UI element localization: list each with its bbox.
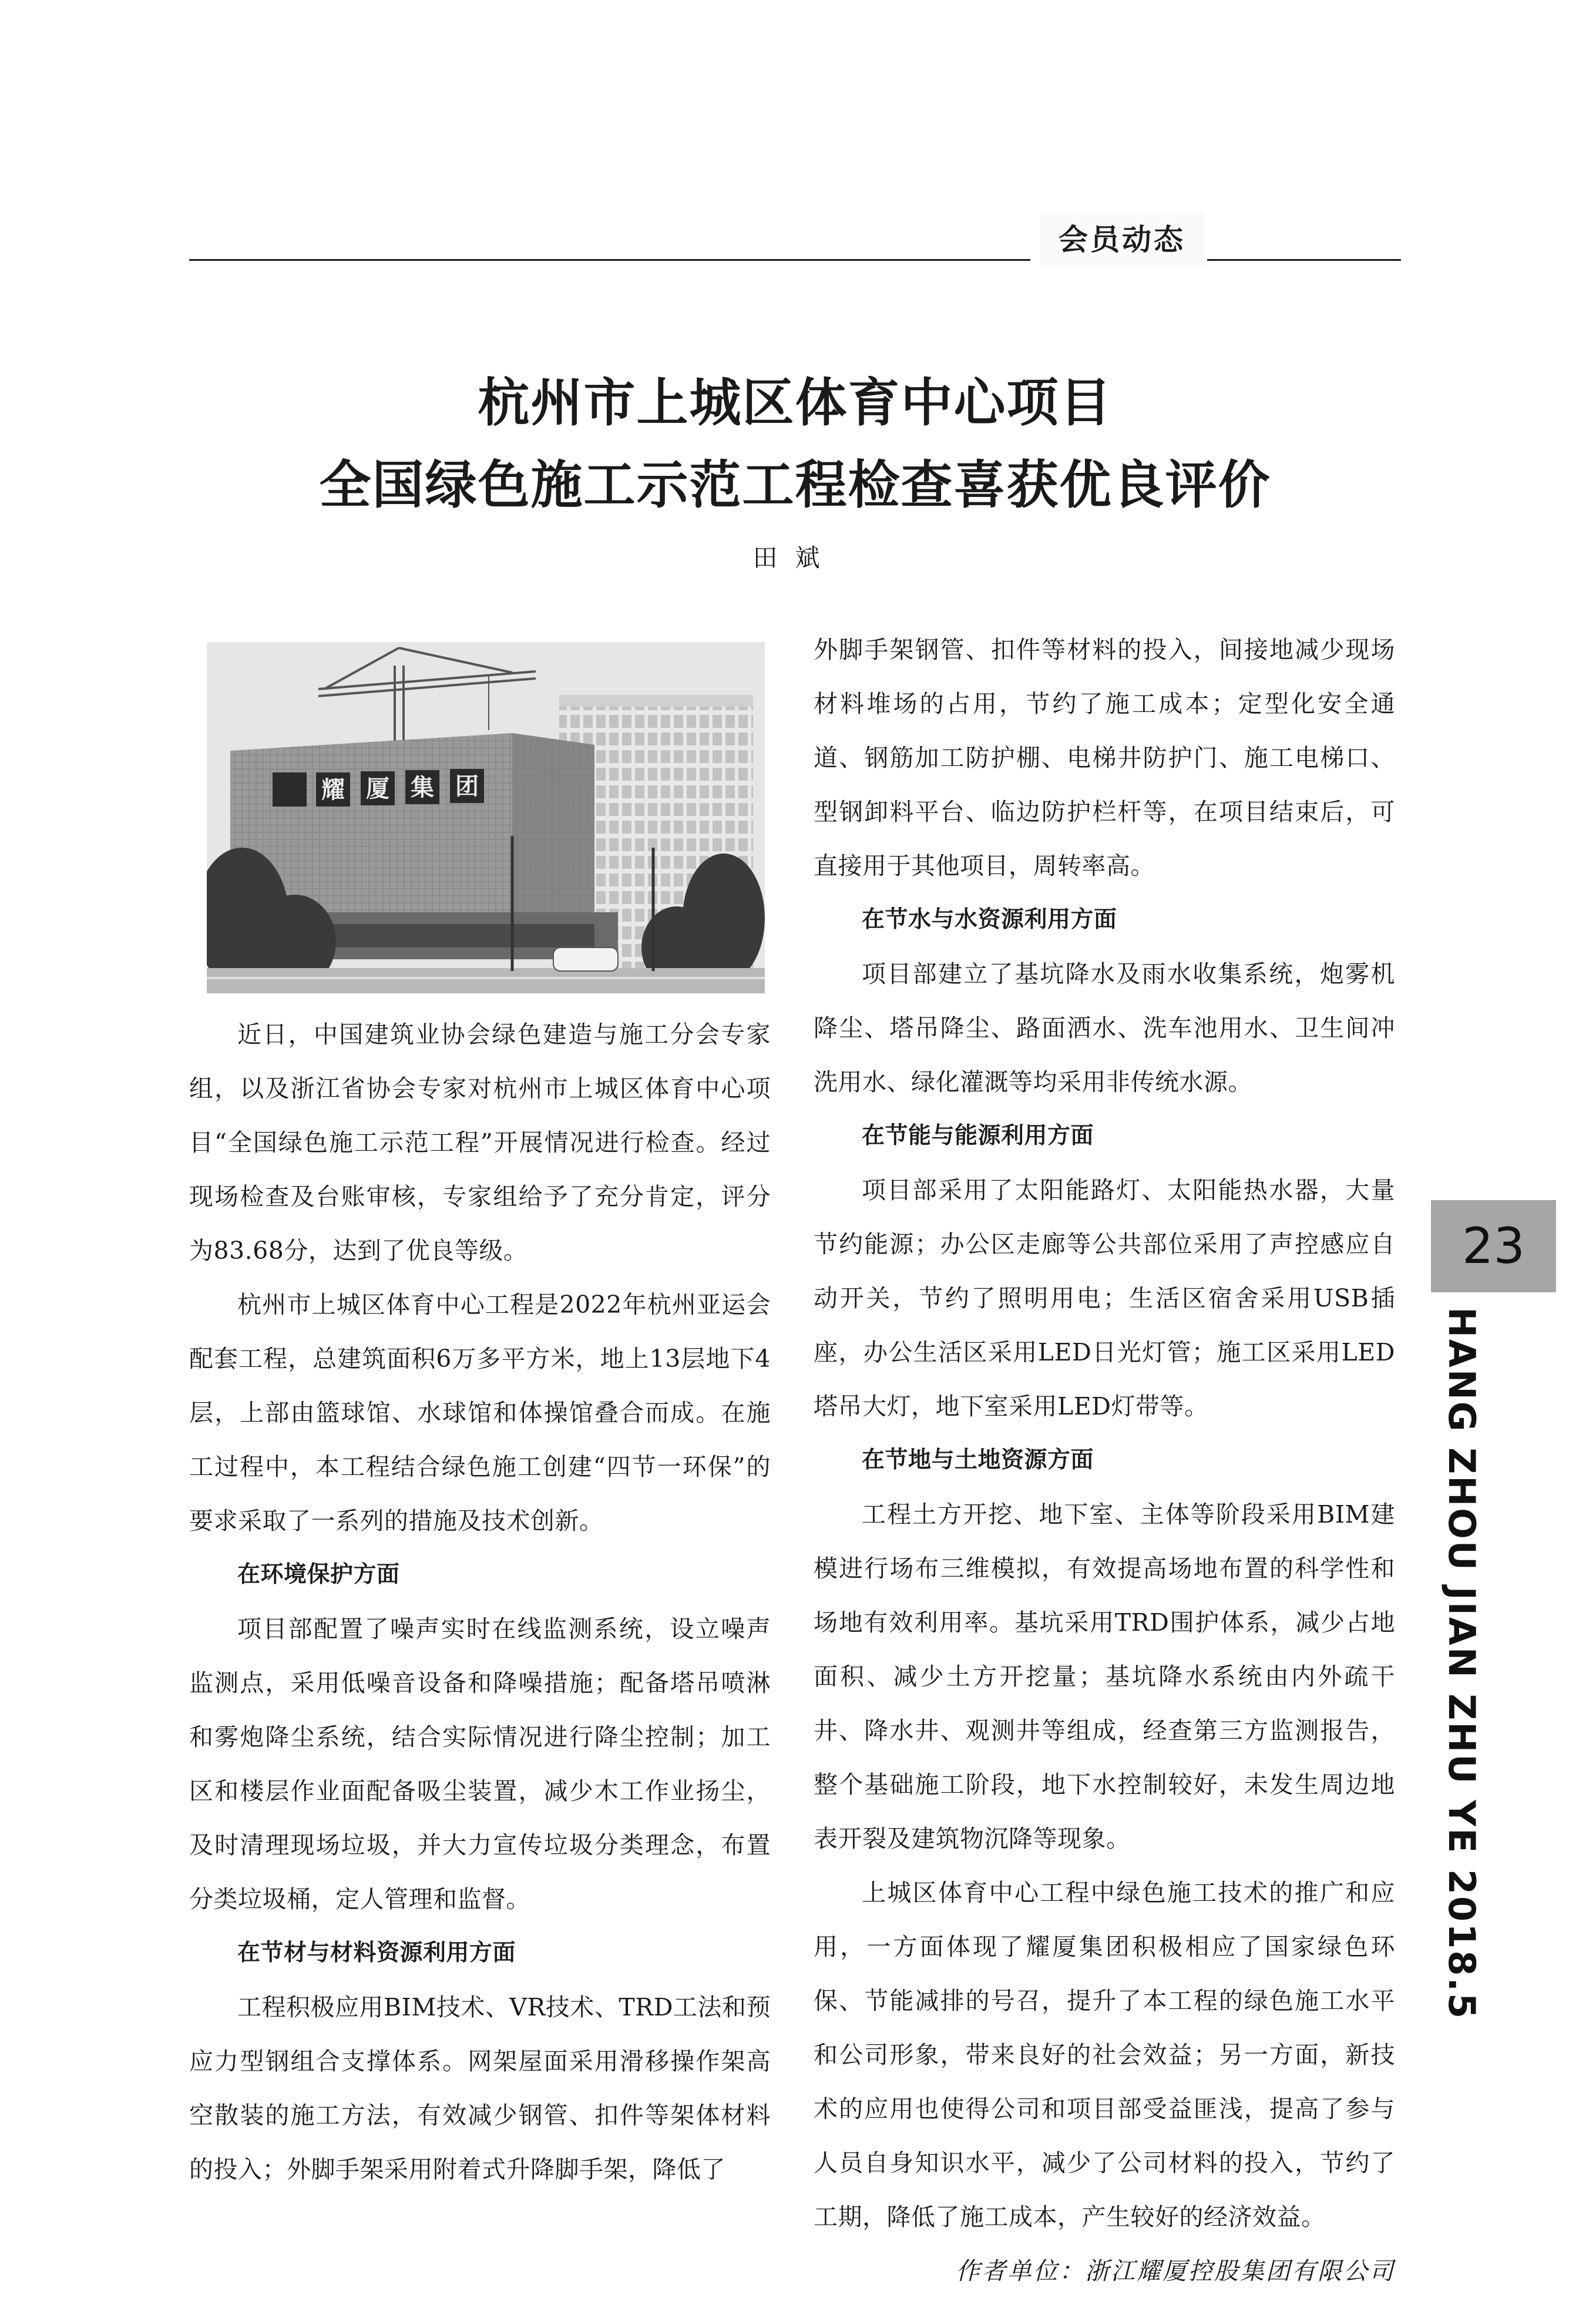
heading-environment: 在环境保护方面 <box>237 1561 400 1588</box>
column-left <box>189 1007 771 2196</box>
svg-text:团: 团 <box>455 773 479 800</box>
article-title-line2: 全国绿色施工示范工程检查喜获优良评价 <box>319 454 1271 515</box>
heading-material: 在节材与材料资源利用方面 <box>237 1940 516 1966</box>
heading-energy: 在节能与能源利用方面 <box>862 1123 1094 1149</box>
intro-paragraph-2: 杭州市上城区体育中心工程是2022年杭州亚运会配套工程，总建筑面积6万多平方米，地上13层地下4层，上部由篮球馆、水球馆和体操馆叠合而成。在施工过程中，本工程结合绿色施工创建“四节一环保”的要求采取了一系列的措施及技术创新。 <box>189 1291 771 1535</box>
intro-paragraph-1: 近日，中国建筑业协会绿色建造与施工分会专家组，以及浙江省协会专家对杭州市上城区体育中心项目“全国绿色施工示范工程”开展情况进行检查。经过现场检查及台账审核，专家组给予了充分肯定，评分为83.68分，达到了优良等级。 <box>189 1020 771 1265</box>
paragraph-material-part2: 外脚手架钢管、扣件等材料的投入，间接地减少现场材料堆场的占用，节约了施工成本；定型化安全通道、钢筋加工防护棚、电梯井防护门、施工电梯口、型钢卸料平台、临边防护栏杆等，在项目结束后，可直接用于其他项目，周转率高。 <box>814 636 1395 880</box>
paragraph-land: 工程土方开挖、地下室、主体等阶段采用BIM建模进行场布三维模拟，有效提高场地布置的科学性和场地有效利用率。基坑采用TRD围护体系，减少占地面积、减少土方开挖量；基坑降水系统由内外疏干井、降水井、观测井等组成，经查第三方监测报告，整个基础施工阶段，地下水控制较好，未发生周边地表开裂及建筑物沉降等现象。 <box>814 1500 1395 1853</box>
paragraph-energy: 项目部采用了太阳能路灯、太阳能热水器，大量节约能源；办公区走廊等公共部位采用了声控感应自动开关，节约了照明用电；生活区宿舍采用USB插座，办公生活区采用LED日光灯管；施工区采用LED塔吊大灯，地下室采用LED灯带等。 <box>814 1176 1395 1420</box>
header-rule-left <box>189 259 1030 261</box>
svg-text:耀: 耀 <box>321 777 345 804</box>
road <box>207 968 765 993</box>
paragraph-material-part1: 工程积极应用BIM技术、VR技术、TRD工法和预应力型钢组合支撑体系。网架屋面采用滑移操作架高空散装的施工方法，有效减少钢管、扣件等架体材料的投入；外脚手架采用附着式升降脚手架，降低了 <box>189 1993 771 2183</box>
journal-vertical-label: HANG ZHOU JIAN ZHU YE 2018.5 <box>1440 1307 1483 2021</box>
article-author: 田斌 <box>752 543 838 572</box>
author-unit: 作者单位：浙江耀厦控股集团有限公司 <box>956 2257 1395 2285</box>
svg-text:厦: 厦 <box>366 775 389 802</box>
building-photo <box>207 642 765 993</box>
paragraph-water: 项目部建立了基坑降水及雨水收集系统，炮雾机降尘、塔吊降尘、路面洒水、洗车池用水、卫生间冲洗用水、绿化灌溉等均采用非传统水源。 <box>814 960 1395 1096</box>
company-sign <box>273 769 484 807</box>
building-photo-illustration <box>207 642 765 993</box>
heading-land: 在节地与土地资源方面 <box>862 1447 1094 1473</box>
section-label: 会员动态 <box>1040 213 1204 267</box>
car <box>553 948 618 971</box>
svg-text:集: 集 <box>411 774 434 801</box>
header-rule-right <box>1207 259 1401 261</box>
heading-water: 在节水与水资源利用方面 <box>862 906 1117 933</box>
article-title-line1: 杭州市上城区体育中心项目 <box>478 372 1113 433</box>
column-right <box>814 623 1395 2298</box>
paragraph-conclusion: 上城区体育中心工程中绿色施工技术的推广和应用，一方面体现了耀厦集团积极相应了国家绿色环保、节能减排的号召，提升了本工程的绿色施工水平和公司形象，带来良好的社会效益；另一方面，新技术的应用也使得公司和项目部受益匪浅，提高了参与人员自身知识水平，减少了公司材料的投入，节约了工期，降低了施工成本，产生较好的经济效益。 <box>814 1879 1395 2231</box>
paragraph-environment: 项目部配置了噪声实时在线监测系统，设立噪声监测点，采用低噪音设备和降噪措施；配备塔吊喷淋和雾炮降尘系统，结合实际情况进行降尘控制；加工区和楼层作业面配备吸尘装置，减少木工作业扬尘，及时清理现场垃圾，并大力宣传垃圾分类理念，布置分类垃圾桶，定人管理和监督。 <box>189 1615 771 1913</box>
page-number: 23 <box>1431 1200 1556 1292</box>
